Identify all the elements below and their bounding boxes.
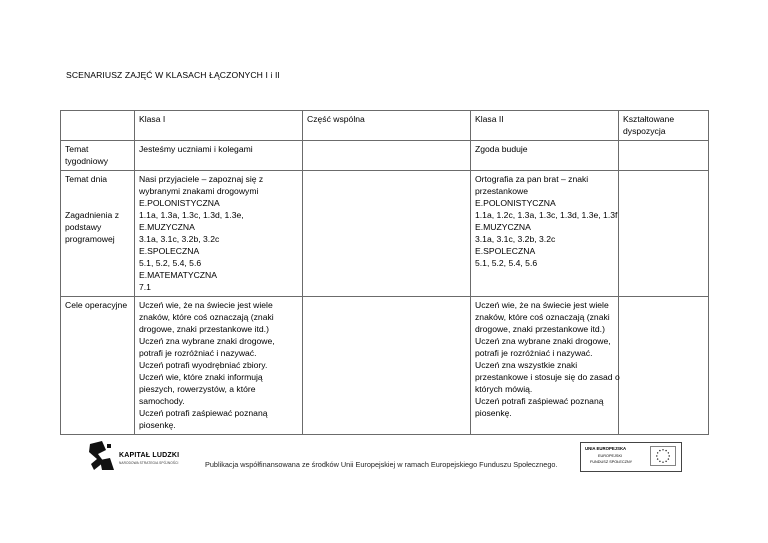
eu-flag-star	[665, 461, 666, 462]
cell-line: znaków, które coś oznaczają (znaki	[139, 312, 274, 322]
cell-line: Uczeń potrafi zaśpiewać poznaną	[475, 396, 604, 406]
document-title: SCENARIUSZ ZAJĘĆ W KLASACH ŁĄCZONYCH I i II	[66, 70, 280, 80]
label-line: tygodniowy	[65, 156, 108, 166]
cell-line: E.SPOLECZNA	[139, 246, 200, 256]
cele-wspolna	[303, 297, 471, 435]
eu-flag-star	[669, 455, 670, 456]
eu-flag-icon	[650, 446, 676, 466]
cell-line: drogowe, znaki przestankowe itd.)	[139, 324, 269, 334]
eu-flag-star	[657, 458, 658, 459]
cell-line: 1.1a, 1.3a, 1.3c, 1.3d, 1.3e,	[139, 210, 244, 220]
cell-line: Uczeń zna wybrane znaki drogowe,	[475, 336, 611, 346]
cell-line: E.POLONISTYCZNA	[139, 198, 220, 208]
cell-line: 5.1, 5.2, 5.4, 5.6	[139, 258, 202, 268]
cell-line: E.MUZYCZNA	[475, 222, 531, 232]
cell-line: piosenkę.	[139, 420, 176, 430]
cell-line: E.MATEMATYCZNA	[139, 270, 217, 280]
row-cele-operacyjne	[61, 297, 709, 435]
cell-line: których mówią.	[475, 384, 533, 394]
cell-line: 3.1a, 3.1c, 3.2b, 3.2c	[139, 234, 220, 244]
cele-dyspozycja	[619, 297, 709, 435]
cell-line: Nasi przyjaciele – zapoznaj się z	[139, 174, 264, 184]
cell-line: E.SPOLECZNA	[475, 246, 536, 256]
cele-klasa-1	[135, 297, 303, 435]
cell-line: przestankowe i stosuje się do zasad o	[475, 372, 620, 382]
header-klasa-1: Klasa I	[135, 111, 303, 141]
label-line	[65, 185, 130, 197]
eu-label-social-fund: FUNDUSZ SPOŁECZNY	[590, 460, 633, 464]
header-dyspozycja	[619, 111, 709, 141]
cele-klasa-2	[471, 297, 619, 435]
cell-line: pieszych, rowerzystów, a które	[139, 384, 256, 394]
cell-line: przestankowe	[475, 186, 529, 196]
cell-line: 5.1, 5.2, 5.4, 5.6	[475, 258, 538, 268]
cell-line: 1.1a, 1.2c, 1.3a, 1.3c, 1.3d, 1.3e, 1.3f	[475, 210, 618, 220]
eu-logo-box	[580, 442, 682, 472]
cell-line: 7.1	[139, 282, 151, 292]
scenario-table	[60, 110, 709, 435]
cell-line: samochody.	[139, 396, 185, 406]
temat-dnia-klasa-1	[135, 171, 303, 297]
cell-line: potrafi je rozróżniać i nazywać.	[475, 348, 593, 358]
cell-line: Uczeń potrafi wyodrębniać zbiory.	[139, 360, 268, 370]
cell-line: Uczeń zna wybrane znaki drogowe,	[139, 336, 275, 346]
temat-dnia-dyspozycja	[619, 171, 709, 297]
eu-flag-star	[659, 450, 660, 451]
temat-dnia-wspolna	[303, 171, 471, 297]
kapital-ludzki-text: KAPITAŁ LUDZKI	[119, 452, 180, 459]
cell-line: wybranymi znakami drogowymi	[139, 186, 259, 196]
label-line: Zagadnienia z	[65, 210, 119, 220]
cell-line: 3.1a, 3.1c, 3.2b, 3.2c	[475, 234, 556, 244]
label-line: programowej	[65, 234, 115, 244]
header-dyspozycja-line: Kształtowane	[623, 114, 675, 124]
cell-line: drogowe, znaki przestankowe itd.)	[475, 324, 605, 334]
header-dyspozycja-line: dyspozycja	[623, 126, 666, 136]
cell-line: znaków, które coś oznaczają (znaki	[475, 312, 610, 322]
eu-flag-star	[656, 455, 657, 456]
header-klasa-2: Klasa II	[471, 111, 619, 141]
eu-flag-star	[668, 458, 669, 459]
temat-tygodniowy-wspolna	[303, 141, 471, 171]
label-line: Temat dnia	[65, 174, 108, 184]
eu-label-european: EUROPEJSKI	[598, 454, 623, 458]
label-line: Cele operacyjne	[65, 300, 128, 310]
eu-flag-star	[668, 452, 669, 453]
label-line	[65, 197, 130, 209]
kapital-ludzki-subtitle: NARODOWA STRATEGIA SPÓJNOŚCI	[119, 461, 179, 465]
cell-line: Uczeń wie, że na świecie jest wiele	[475, 300, 609, 310]
publication-note: Publikacja współfinansowana ze środków Unii Europejskiej w ramach Europejskiego Funduszu Społecznego.	[205, 460, 558, 469]
footer	[0, 440, 768, 500]
header-czesc-wspolna: Część wspólna	[303, 111, 471, 141]
row-temat-tygodniowy	[61, 141, 709, 171]
temat-dnia-klasa-2	[471, 171, 619, 297]
cell-line: E.POLONISTYCZNA	[475, 198, 556, 208]
label-line: podstawy	[65, 222, 102, 232]
eu-flag-star	[665, 450, 666, 451]
row-temat-dnia	[61, 171, 709, 297]
header-empty-cell	[61, 111, 135, 141]
eu-flag-star	[662, 462, 663, 463]
eu-flag-star	[657, 452, 658, 453]
cell-line: Zgoda buduje	[475, 144, 528, 154]
label-line: Temat	[65, 144, 89, 154]
cell-line: E.MUZYCZNA	[139, 222, 195, 232]
eu-label-union: UNIA EUROPEJSKA	[585, 446, 627, 451]
cell-line: piosenkę.	[475, 408, 512, 418]
cell-line: Jesteśmy uczniami i kolegami	[139, 144, 253, 154]
cell-line: Ortografia za pan brat – znaki	[475, 174, 589, 184]
temat-tygodniowy-dyspozycja	[619, 141, 709, 171]
label-cele-operacyjne	[61, 297, 135, 435]
cell-line: Uczeń wie, że na świecie jest wiele	[139, 300, 273, 310]
cell-line: Uczeń potrafi zaśpiewać poznaną	[139, 408, 268, 418]
cell-line: Uczeń zna wszystkie znaki	[475, 360, 578, 370]
cell-line: potrafi je rozróżniać i nazywać.	[139, 348, 257, 358]
eu-flag-star	[659, 461, 660, 462]
label-temat-dnia	[61, 171, 135, 297]
eu-flag-star	[662, 449, 663, 450]
label-temat-tygodniowy	[61, 141, 135, 171]
temat-tygodniowy-klasa-2	[471, 141, 619, 171]
temat-tygodniowy-klasa-1	[135, 141, 303, 171]
header-row	[61, 111, 709, 141]
cell-line: Uczeń wie, które znaki informują	[139, 372, 263, 382]
